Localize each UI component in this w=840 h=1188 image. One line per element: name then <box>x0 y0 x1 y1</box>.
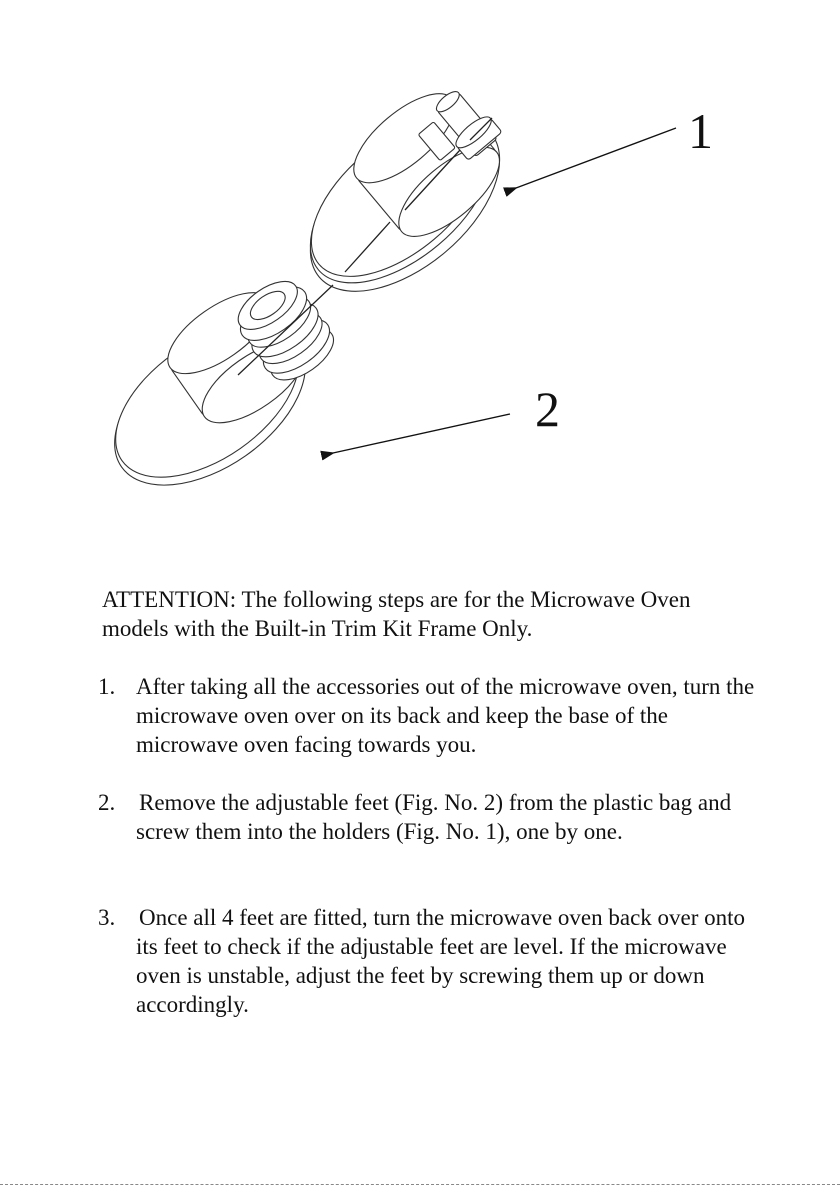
step-text: Once all 4 feet are fitted, turn the microwave oven back over onto its feet to check if the adjustable feet are level. If the microwave oven is unstable, adjust the feet by screwing them up or down accordingly. <box>136 905 746 1017</box>
step-number: 3. <box>98 905 116 930</box>
step-number: 1. <box>98 674 116 699</box>
exploded-view-drawing <box>0 0 840 520</box>
step-3 <box>98 903 758 1019</box>
holder-part <box>277 78 530 324</box>
adjustable-foot-part <box>85 270 343 518</box>
step-text: After taking all the accessories out of the microwave oven, turn the microwave oven over on its back and keep the base of the microwave oven facing towards you. <box>136 674 755 757</box>
callout-number-2: 2 <box>535 381 560 437</box>
step-text: Remove the adjustable feet (Fig. No. 2) from the plastic bag and screw them into the holders (Fig. No. 1), one by one. <box>136 790 732 844</box>
attention-note: ATTENTION: The following steps are for the Microwave Oven models with the Built-in Trim Kit Frame Only. <box>102 587 691 641</box>
step-1 <box>98 672 758 759</box>
assembly-diagram <box>0 0 840 520</box>
step-2 <box>98 788 758 846</box>
callout-2-arrow <box>333 414 510 453</box>
page-bottom-rule <box>0 1184 840 1185</box>
callout-1-arrow <box>516 128 676 188</box>
step-number: 2. <box>98 790 116 815</box>
callout-number-1: 1 <box>688 103 713 159</box>
